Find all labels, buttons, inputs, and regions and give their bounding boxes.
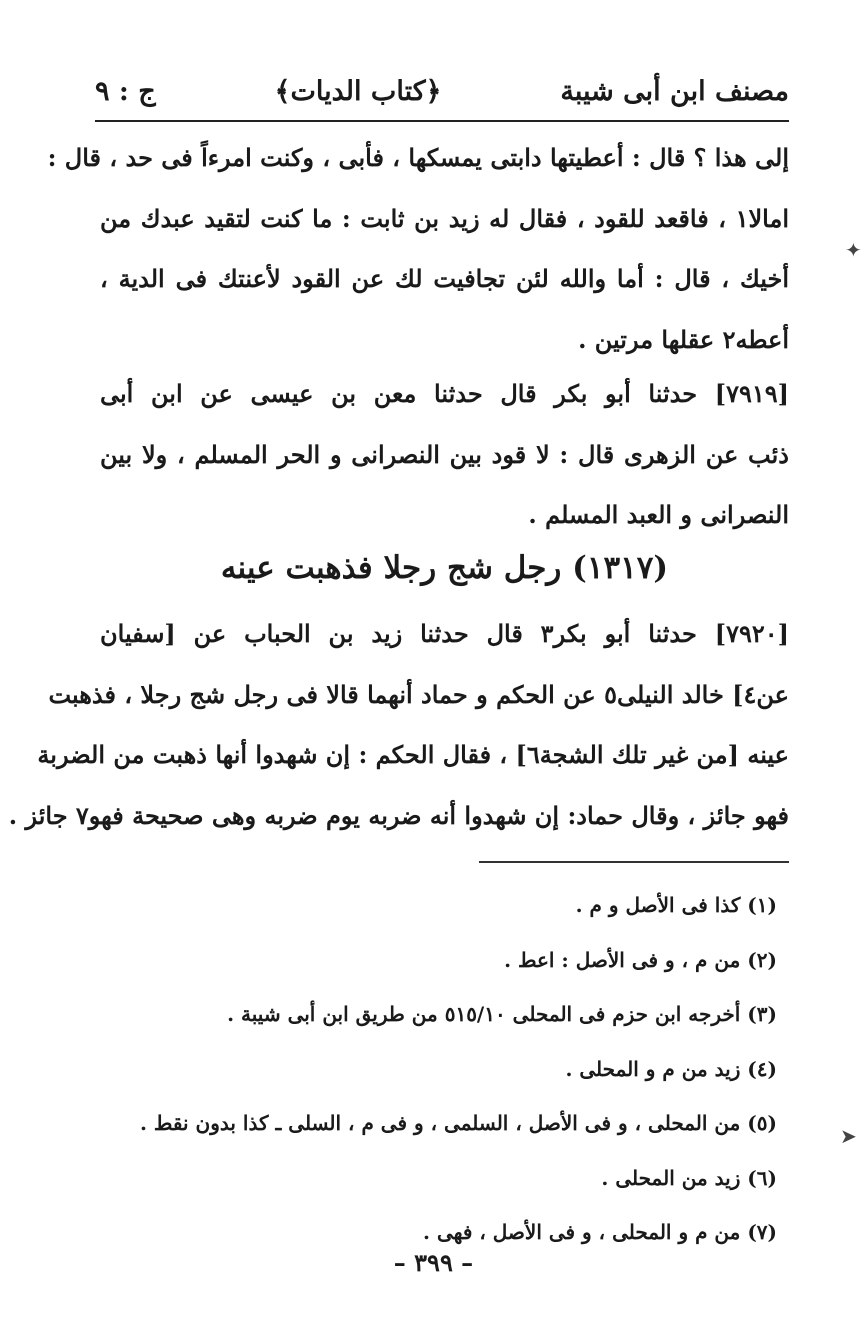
text-line: [٧٩٢٠] حدثنا أبو بكر٣ قال حدثنا زيد بن الحباب عن [سفيان xyxy=(100,619,789,648)
footnotes xyxy=(100,878,777,1260)
footnote-5: (٥) من المحلى ، و فى الأصل ، السلمى ، و فى م ، السلى ـ كذا بدون نقط . xyxy=(139,1111,777,1135)
margin-mark-icon: ✦ xyxy=(845,238,862,262)
text-line: فهو جائز ، وقال حماد: إن شهدوا أنه ضربه يوم ضربه وهى صحيحة فهو٧ جائز . xyxy=(8,800,789,830)
footnote-4: (٤) زيد من م و المحلى . xyxy=(565,1056,777,1081)
chapter-title: ﴿كتاب الديات﴾ xyxy=(274,75,442,107)
text-line: [٧٩١٩] حدثنا أبو بكر قال حدثنا معن بن عيسى عن ابن أبى xyxy=(100,379,789,408)
text-line: أعطه٢ عقلها مرتين . xyxy=(578,324,789,354)
footnote-divider xyxy=(479,861,789,863)
paragraph-1 xyxy=(47,128,789,370)
volume-number: ج : ٩ xyxy=(95,75,156,107)
text-line: ذئب عن الزهرى قال : لا قود بين النصرانى و الحر المسلم ، ولا بين xyxy=(100,439,789,469)
text-line: عينه [من غير تلك الشجة٦] ، فقال الحكم : إن شهدوا أنها ذهبت من الضربة xyxy=(37,740,789,769)
text-line: امالا١ ، فاقعد للقود ، فقال له زيد بن ثابت : ما كنت لتقيد عبدك من xyxy=(100,203,789,233)
section-title: (١٣١٧) رجل شج رجلا فذهبت عينه xyxy=(220,550,669,586)
hadith-7920 xyxy=(8,604,789,846)
footnote-6: (٦) زيد من المحلى . xyxy=(601,1165,777,1190)
page-number: – ٣٩٩ – xyxy=(393,1248,474,1277)
footnote-7: (٧) من م و المحلى ، و فى الأصل ، فهى . xyxy=(423,1220,777,1244)
footnote-2: (٢) من م ، و فى الأصل : اعط . xyxy=(504,947,777,972)
hadith-7919 xyxy=(100,364,789,546)
footnote-1: (١) كذا فى الأصل و م . xyxy=(575,893,777,917)
running-header xyxy=(95,62,789,122)
text-line: أخيك ، قال : أما والله لئن تجافيت لك عن القود لأعنتك فى الدية ، xyxy=(100,264,789,293)
text-line: عن٤] خالد النيلى٥ عن الحكم و حماد أنهما قالا فى رجل شج رجلا ، فذهبت xyxy=(48,679,789,709)
margin-mark-icon: ➤ xyxy=(840,1124,857,1148)
text-line: النصرانى و العبد المسلم . xyxy=(528,500,789,529)
text-line: إلى هذا ؟ قال : أعطيتها دابتى يمسكها ، فأبى ، وكنت امرءاً فى حد ، قال : xyxy=(47,143,789,172)
footnote-3: (٣) أخرجه ابن حزم فى المحلى ٥١٥/١٠ من طريق ابن أبى شيبة . xyxy=(227,1002,777,1026)
book-title: مصنف ابن أبى شيبة xyxy=(560,75,789,107)
